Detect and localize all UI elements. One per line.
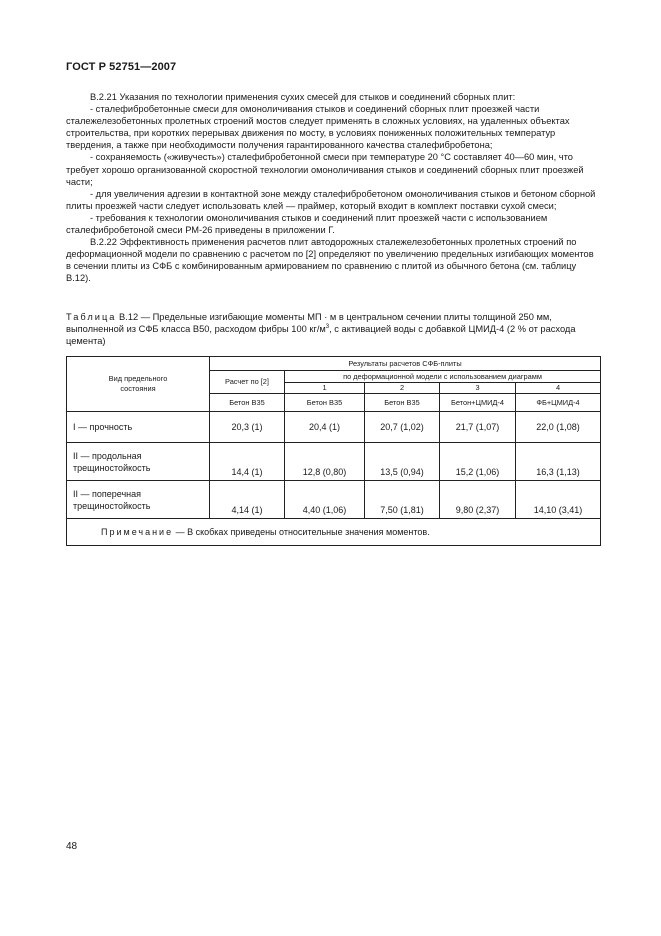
paragraph: - сохраняемость («живучесть») сталефибробетонной смеси при температуре 20 °С составляет 40—60 мин, что требует хорошо организованной скоростной технологии омоноличивания стыков и соединений сборных плит проезжей части; [66, 152, 584, 187]
header-material: ФБ+ЦМИД-4 [516, 394, 601, 412]
paragraph: В.2.22 Эффективность применения расчетов плит автодорожных сталежелезобетонных пролетных строений по деформационной модели по сравнению с расчетом по [2] определяют по увеличению предельных изгибающих моментов в сечении плиты из СФБ с комбинированным армированием по сравнению с плитой из обычного бетона (см. таблицу В.12). [66, 237, 594, 284]
table-cell: 13,5 (0,94) [365, 443, 440, 481]
body-text [66, 91, 600, 285]
table-cell: 16,3 (1,13) [516, 443, 601, 481]
table-note-row [67, 519, 601, 546]
header-results: Результаты расчетов СФБ-плиты [210, 357, 601, 371]
table-row [67, 443, 601, 481]
table-row [67, 412, 601, 443]
table-caption-text-end: , с активацией воды с добавкой ЦМИД-4 (2 % от расхода цемента) [66, 324, 576, 347]
header-col-num: 2 [365, 383, 440, 394]
table-caption [66, 311, 600, 347]
table-cell: 15,2 (1,06) [440, 443, 516, 481]
row-state: II — поперечная трещиностойкость [67, 481, 210, 519]
page-number: 48 [66, 841, 78, 852]
table-caption-text: В.12 — Предельные изгибающие моменты МП · м в центральном сечении плиты толщиной 250 мм, выполненной из СФБ класса В50, расходом фибры 100 кг/м [66, 312, 552, 335]
table-cell: 4,40 (1,06) [285, 481, 365, 519]
table-cell: 20,7 (1,02) [365, 412, 440, 443]
table-note [67, 519, 601, 546]
table-cell: 14,10 (3,41) [516, 481, 601, 519]
paragraph: - требования к технологии омоноличивания стыков и соединений плит проезжей части с использованием сталефибробетоной смеси РМ-26 приведены в приложении Г. [66, 212, 548, 236]
header-material: Бетон В35 [285, 394, 365, 412]
header-deform: по деформационной модели с использованием диаграмм [285, 371, 601, 383]
header-material: Бетон В35 [365, 394, 440, 412]
table-cell: 9,80 (2,37) [440, 481, 516, 519]
table-cell: 14,4 (1) [210, 443, 285, 481]
table-cell: 20,3 (1) [210, 412, 285, 443]
document-header: ГОСТ Р 52751—2007 [66, 61, 177, 73]
table-cell: 21,7 (1,07) [440, 412, 516, 443]
header-calc: Расчет по [2] [210, 371, 285, 394]
header-col-num: 1 [285, 383, 365, 394]
paragraph: - для увеличения адгезии в контактной зоне между сталефибробетоном омоноличивания стыков и бетоном сборной плиты проезжей части следует использовать клей — праймер, который входит в комплект поставки сухой смеси; [66, 188, 596, 211]
table-caption-label: Таблица [66, 312, 117, 322]
table-cell: 20,4 (1) [285, 412, 365, 443]
header-col-num: 4 [516, 383, 601, 394]
table-cell: 12,8 (0,80) [285, 443, 365, 481]
table-cell: 22,0 (1,08) [516, 412, 601, 443]
row-state: II — продольная трещиностойкость [67, 443, 210, 481]
paragraph: В.2.21 Указания по технологии применения сухих смесей для стыков и соединений сборных плит: [90, 92, 516, 102]
paragraph: - сталефибробетонные смеси для омоноличивания стыков и соединений сборных плит проезжей части сталежелезобетонных пролетных строений мостов следует применять в сложных условиях, на удаленных объектах строительства, при коротких перерывах движения по мосту, в условиях пониженных положительных температур твердения, а также при необходимости получения гарантированного качества сталефибробетона; [66, 104, 570, 151]
results-table [66, 356, 600, 546]
header-state: Вид предельного состояния [67, 357, 210, 412]
table-cell: 4,14 (1) [210, 481, 285, 519]
table-cell: 7,50 (1,81) [365, 481, 440, 519]
note-text: — В скобках приведены относительные значения моментов. [173, 527, 430, 537]
header-material: Бетон+ЦМИД-4 [440, 394, 516, 412]
table-row [67, 481, 601, 519]
note-label: Примечание [101, 527, 174, 537]
header-material: Бетон В35 [210, 394, 285, 412]
unit-superscript: 3 [325, 324, 330, 330]
row-state: I — прочность [67, 412, 210, 443]
header-col-num: 3 [440, 383, 516, 394]
